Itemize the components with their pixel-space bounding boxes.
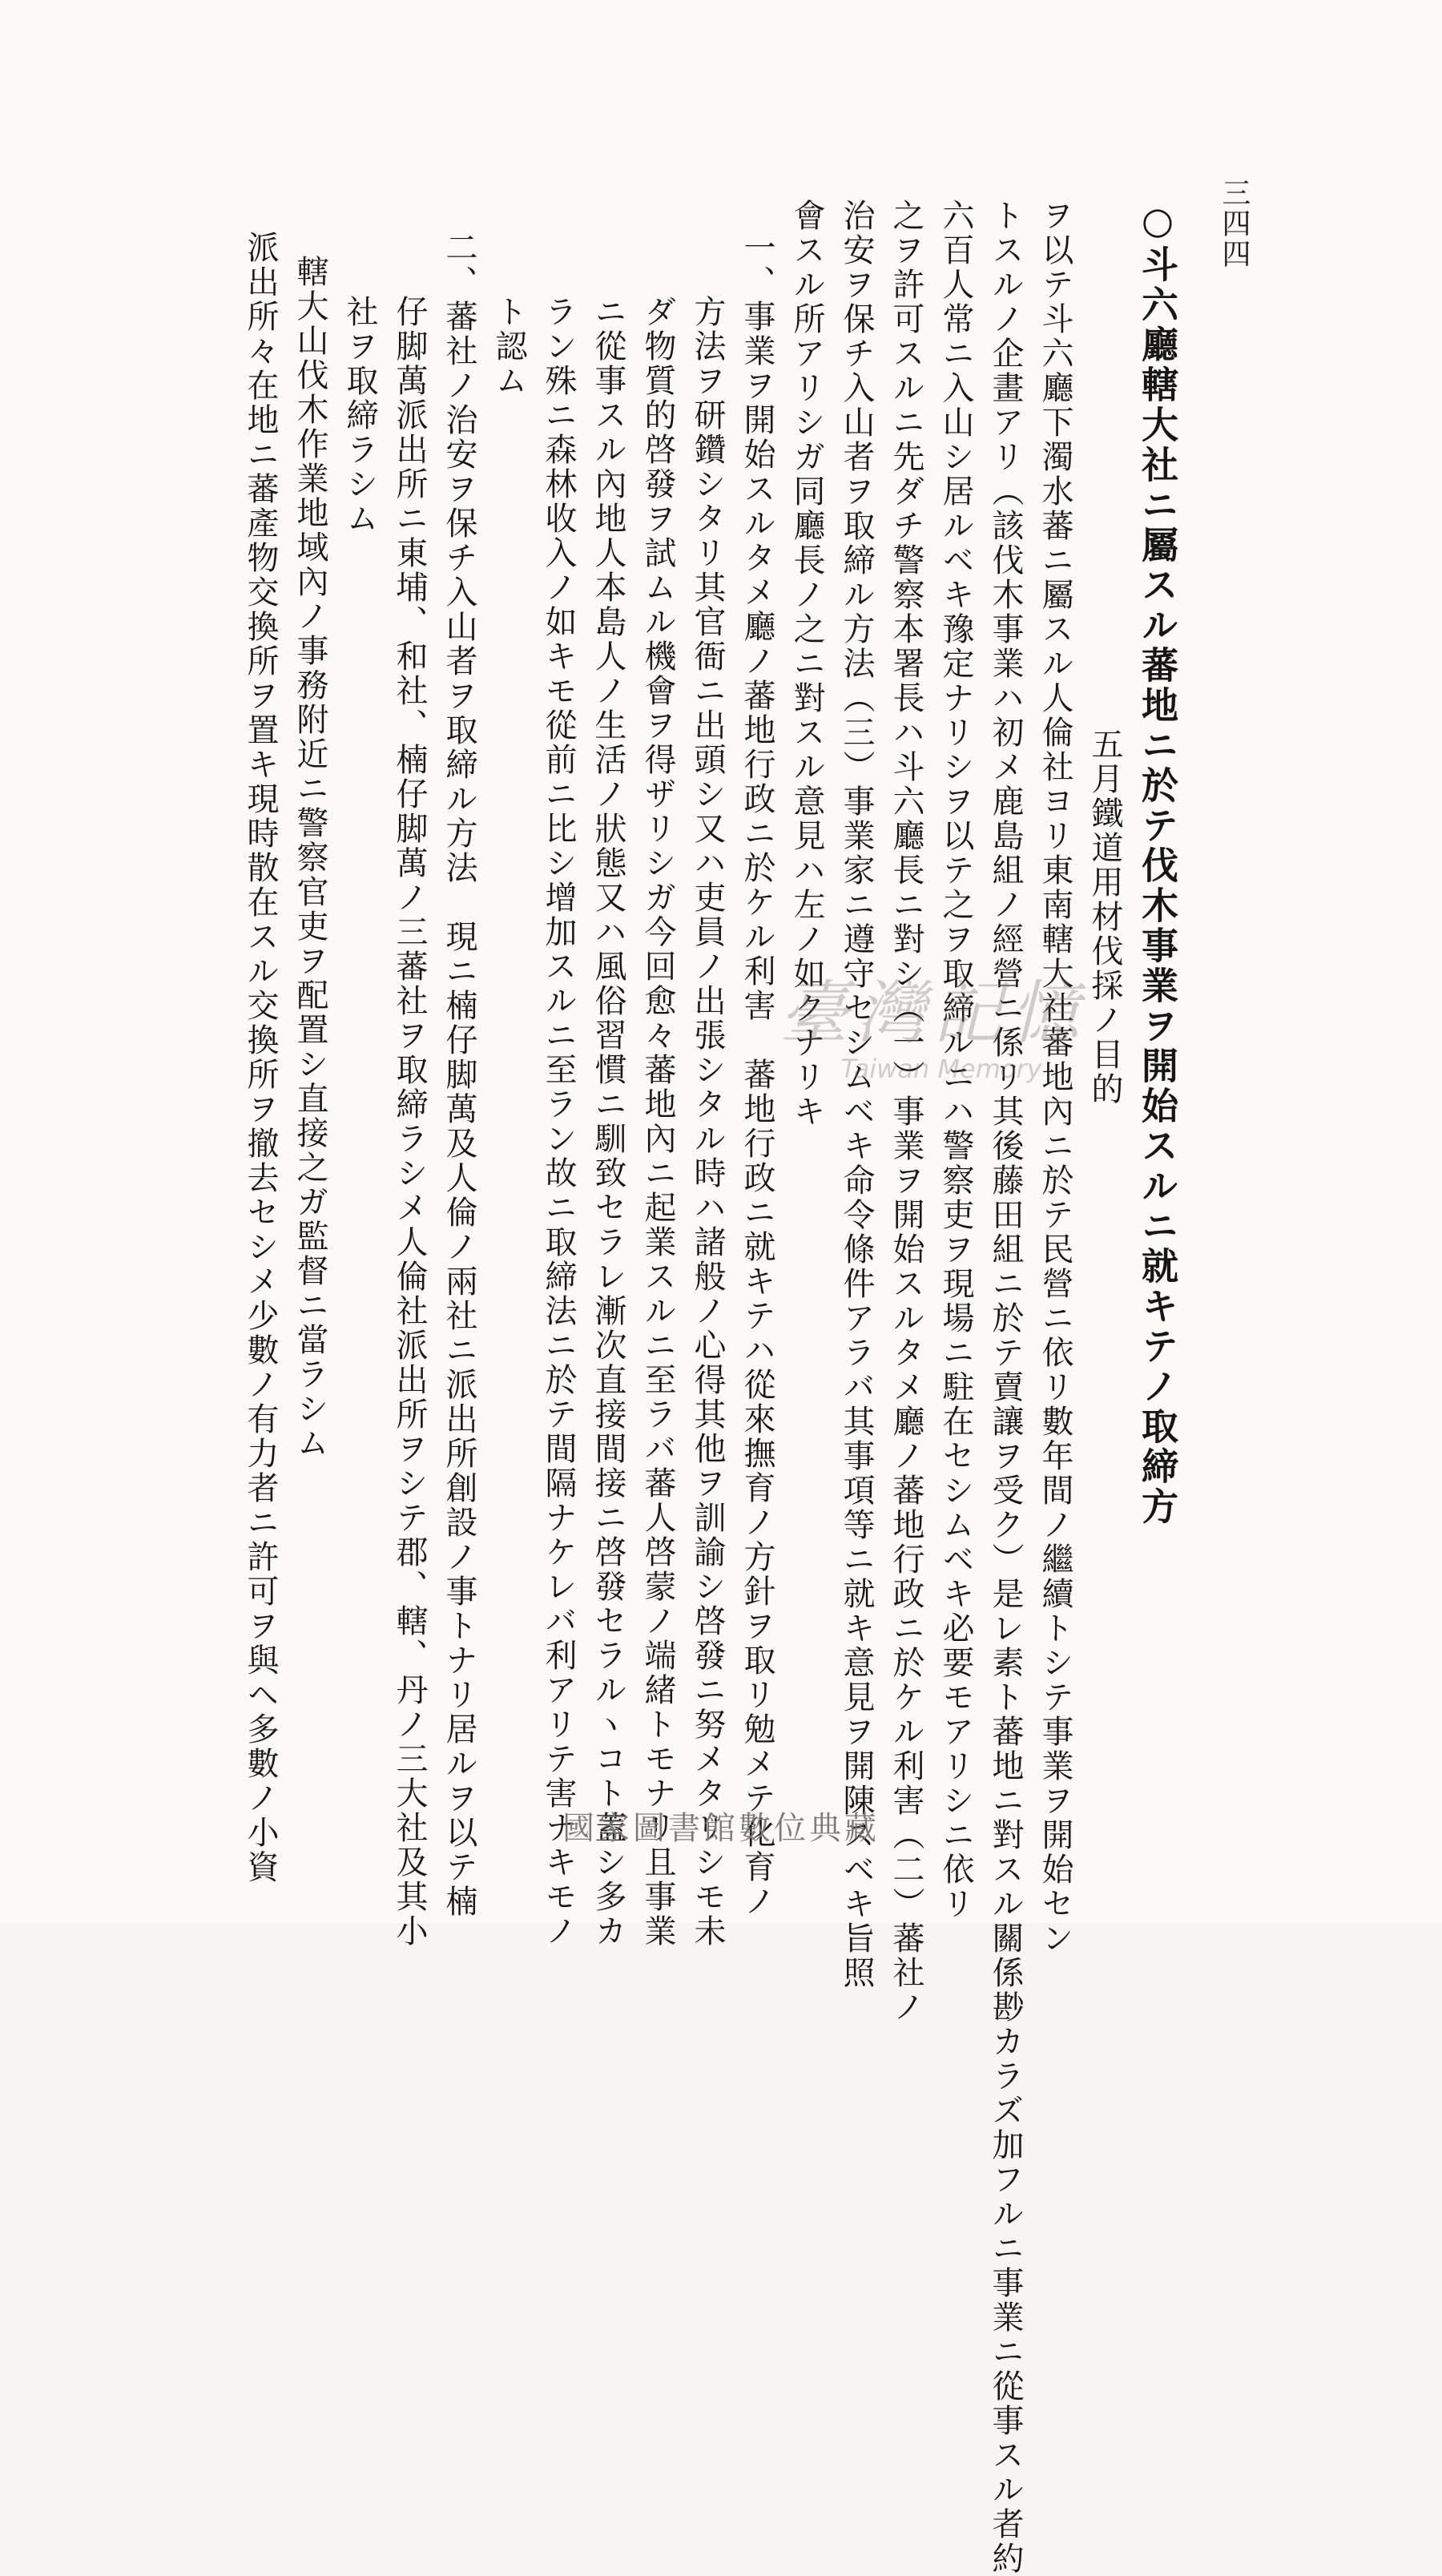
text-column: 派出所々在地ニ蕃產物交換所ヲ置キ現時散在スル交換所ヲ撤去セシメ少數ノ有力者ニ許可ヲ與ヘ多數ノ小資 (242, 231, 279, 1885)
text-column: 六百人常ニ入山シ居ルベキ豫定ナリシヲ以テ之ヲ取締ルニハ警察吏ヲ現場ニ駐在セシムベキ必要モアリシニ依リ (937, 199, 974, 1921)
text-column: ヲ以テ斗六廳下濁水蕃ニ屬スル人倫社ヨリ東南轄大社蕃地內ニ於テ民營ニ依リ數年間ノ繼續トシテ事業ヲ開始セン (1037, 199, 1073, 1956)
page-number: 三四四 (1218, 178, 1251, 269)
text-column: トスルノ企畫アリ（該伐木事業ハ初メ鹿島組ノ經營ニ係リ其後藤田組ニ於テ賣讓ヲ受ク）是レ素ト蕃地ニ對スル關係尠カラズ加フルニ事業ニ從事スル者約 (987, 199, 1024, 2576)
watermark-en-text: Taiwan Memory (840, 1054, 1042, 1084)
text-column: ラン殊ニ森林收入ノ如キモ從前ニ比シ增加スルニ至ラン故ニ取締法ニ於テ間隔ナケレバ利アリテ害ナキモノ (540, 295, 577, 1949)
text-column: 方法ヲ研鑽シタリ其官衙ニ出頭シ又ハ吏員ノ出張シタル時ハ諸般ノ心得其他ヲ訓諭シ啓發ニ努メタリシモ未 (689, 295, 726, 1949)
text-column: 之ヲ許可スルニ先ダチ警察本署長ハ斗六廳長ニ對シ（一）事業ヲ開始スルタメ廳ノ蕃地行政ニ於ケル利害（二）蕃社ノ (888, 199, 924, 2025)
text-column: 治安ヲ保チ入山者ヲ取締ル方法（三）事業家ニ遵守セシムベキ命令條件アラバ其事項等ニ就キ意見ヲ開陳スベキ旨照 (838, 199, 875, 1990)
text-column: 二、蕃社ノ治安ヲ保チ入山者ヲ取締ル方法 現ニ楠仔脚萬及人倫ノ兩社ニ派出所創設ノ事トナリ居ルヲ以テ楠 (441, 231, 477, 1919)
text-column: ト認ム (490, 295, 527, 398)
archive-footer: 國家圖書館數位典藏 (562, 1810, 880, 1847)
section-title: ○斗六廳轄大社ニ屬スル蕃地ニ於テ伐木事業ヲ開始スルニ就キテノ取締方 (1136, 199, 1179, 1527)
text-column: 仔脚萬派出所ニ東埔、和社、楠仔脚萬ノ三蕃社ヲ取締ラシメ人倫社派出所ヲシテ郡、轄、丹ノ三大社及其小 (391, 295, 428, 1949)
text-column: 會スル所アリシガ同廳長ノ之ニ對スル意見ハ左ノ如クナリキ (788, 199, 825, 1129)
watermark-cjk-text: 臺灣記憶 (779, 974, 1087, 1054)
text-column: 轄大山伐木作業地域內ノ事務附近ニ警察官吏ヲ配置シ直接之ガ監督ニ當ラシム (292, 255, 328, 1461)
text-column: ダ物質的啓發ヲ試ムル機會ヲ得ザリシガ今回愈々蕃地內ニ起業スルニ至ラバ蕃人啓蒙ノ端緒トモナリ且事業 (639, 295, 676, 1949)
text-column: 五月鐵道用材伐採ノ目的 (1086, 728, 1123, 1107)
text-column: 一、事業ヲ開始スルタメ廳ノ蕃地行政ニ於ケル利害 蕃地行政ニ就キテハ從來撫育ノ方針ヲ取リ勉メテ化育ノ (739, 231, 775, 1919)
text-column: 社ヲ取締ラシム (341, 295, 378, 536)
text-column: ニ從事スル內地人本島人ノ生活ノ狀態又ハ風俗習慣ニ馴致セラレ漸次直接間接ニ啓發セラルヽコト蓋シ多カ (590, 295, 626, 1949)
